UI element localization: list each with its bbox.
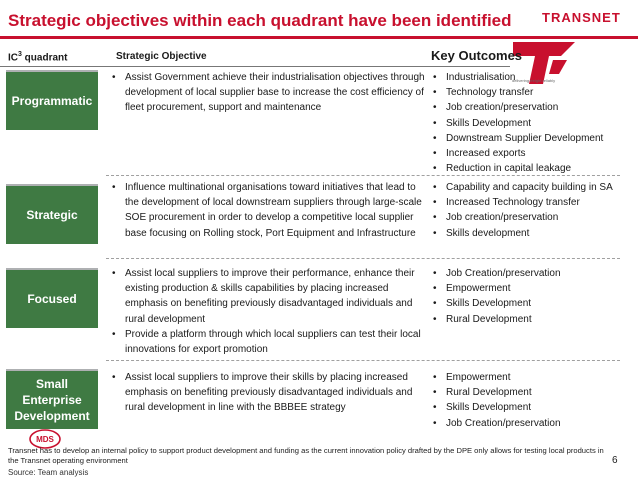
svg-text:MDS: MDS [36, 435, 54, 444]
brand-wordmark: TRANSNET [542, 10, 621, 25]
quadrant-label-strategic: Strategic [6, 184, 98, 244]
quadrant-label-small-enterprise-development: Small Enterprise Development [6, 369, 98, 429]
outcome-item: • Rural Development [433, 312, 633, 327]
quadrant-label-focused: Focused [6, 268, 98, 328]
objective-list-programmatic [112, 70, 428, 116]
outcome-item: • Empowerment [433, 281, 633, 296]
objective-item: • Assist local suppliers to improve their performance, enhance their existing production & skills capabilities by placing increased emphasis on benefiting previously disadvantaged individuals and rural development [112, 266, 428, 327]
outcome-item: • Job Creation/preservation [433, 266, 633, 281]
slide-title: Strategic objectives within each quadrant have been identified [8, 11, 512, 30]
outcome-list-programmatic [433, 70, 633, 176]
outcome-list-focused [433, 266, 633, 327]
objective-list-strategic [112, 180, 428, 241]
objective-item: • Influence multinational organisations toward initiatives that lead to the development of local downstream suppliers through large-scale SOE procurement in order to develop a competitive local supplier base focusing on Rolling stock, Port Equipment and Infrastructure [112, 180, 428, 241]
outcome-item: • Empowerment [433, 370, 633, 385]
quadrant-label-programmatic: Programmatic [6, 70, 98, 130]
objective-item: • Assist local suppliers to improve their skills by placing increased emphasis on benefiting previously disadvantaged individuals and rural development in line with the BBBEE strategy [112, 370, 428, 416]
title-divider [0, 36, 638, 39]
outcome-item: • Job Creation/preservation [433, 416, 633, 431]
outcome-item: • Increased exports [433, 146, 633, 161]
outcome-item: • Job creation/preservation [433, 210, 633, 225]
outcome-item: • Skills development [433, 226, 633, 241]
column-header-objective: Strategic Objective [116, 51, 207, 62]
outcome-item: • Downstream Supplier Development [433, 131, 633, 146]
outcome-item: • Capability and capacity building in SA [433, 180, 633, 195]
outcome-list-strategic [433, 180, 633, 241]
page-number: 6 [612, 455, 618, 466]
column-header-quadrant: $IC^3$ quadrant [8, 51, 68, 64]
brand-tagline: delivering freight reliably [512, 78, 556, 83]
objective-list-small-enterprise [112, 370, 428, 416]
outcome-item: • Rural Development [433, 385, 633, 400]
objective-list-focused [112, 266, 428, 357]
outcome-item: • Skills Development [433, 400, 633, 415]
outcome-list-small-enterprise [433, 370, 633, 431]
row-divider [106, 258, 620, 259]
footnote: Transnet has to develop an internal policy to support product development and funding as the current innovation policy drafted by the DPE only allows for testing local products in the Transnet operating environment [8, 446, 604, 465]
header-divider [0, 66, 510, 67]
outcome-item: • Skills Development [433, 296, 633, 311]
column-header-outcomes: Key Outcomes [431, 48, 523, 63]
objective-item: • Assist Government achieve their industrialisation objectives through development of local supplier base to increase the cost efficiency of fleet procurement, support and maintenance [112, 70, 428, 116]
source-note: Source: Team analysis [8, 468, 89, 477]
outcome-item: • Reduction in capital leakage [433, 161, 633, 176]
row-divider [106, 175, 620, 176]
row-divider [106, 360, 620, 361]
outcome-item: • Technology transfer [433, 85, 633, 100]
outcome-item: • Increased Technology transfer [433, 195, 633, 210]
outcome-item: • Skills Development [433, 116, 633, 131]
outcome-item: • Industrialisation [433, 70, 633, 85]
outcome-item: • Job creation/preservation [433, 100, 633, 115]
objective-item: • Provide a platform through which local suppliers can test their local innovations for export promotion [112, 327, 428, 357]
